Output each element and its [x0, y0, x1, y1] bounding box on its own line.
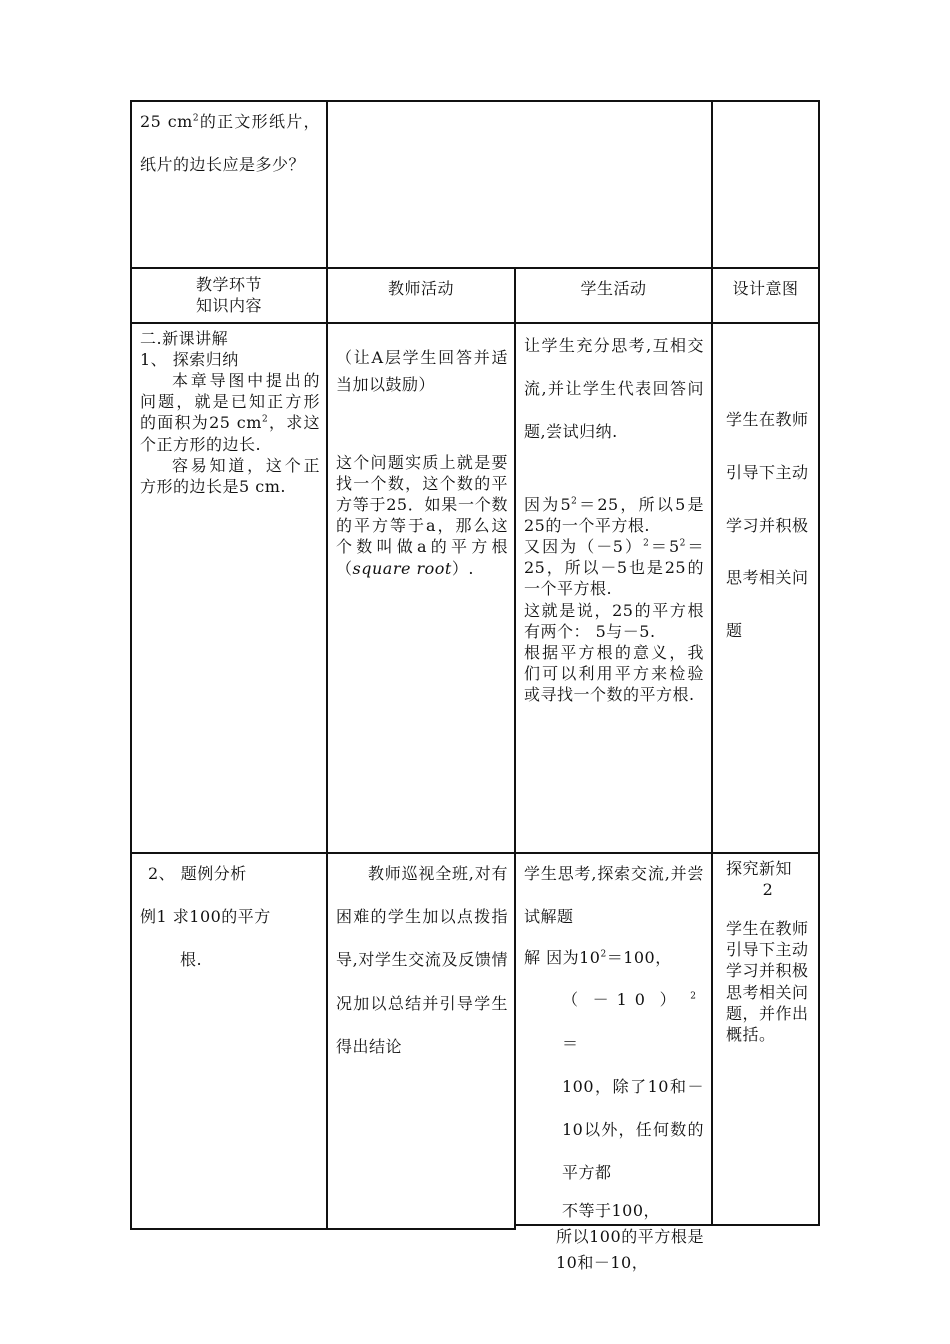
- teacher-note: （让A层学生回答并适当加以鼓励）: [336, 348, 508, 395]
- table-border-right: [818, 100, 820, 1226]
- section1-teacher-definition: 这个问题实质上就是要找一个数，这个数的平方等于25．如果一个数的平方等于a，那么这个数叫做a的平方根（square root）.: [336, 453, 508, 578]
- header-student-activity: 学生活动: [580, 279, 647, 298]
- col-divider: [711, 100, 713, 1226]
- header-section-knowledge: 教学环节 知识内容: [195, 275, 262, 316]
- col-divider: [326, 100, 328, 1230]
- section1-student-prompt: 让学生充分思考,互相交流,并让学生代表回答问题,尝试归纳.: [524, 336, 704, 442]
- section2-title: 2、 题例分析: [148, 864, 247, 883]
- table-border-bottom: [130, 1228, 516, 1230]
- section2-knowledge: [140, 852, 324, 982]
- row-divider: [130, 322, 820, 324]
- lesson-table: [130, 100, 820, 1272]
- section1-teacher-activity: [336, 344, 508, 398]
- top-row-question: 25 $cm^2$的正文形纸片，纸片的边长应是多少？: [140, 112, 320, 175]
- row-divider: [130, 267, 820, 269]
- section2-teacher-activity: 教师巡视全班,对有困难的学生加以点拨指导,对学生交流及反馈情况加以总结并引导学生得出结论: [336, 864, 508, 1056]
- section1-knowledge: [140, 328, 320, 497]
- header-teacher-activity: 教师活动: [387, 279, 454, 298]
- section1-paragraph: 容易知道，这个正方形的边长是5 cm.: [140, 455, 320, 496]
- section1-design-intent: 学生在教师引导下主动学习并积极思考相关问题: [726, 410, 809, 641]
- section1-subtitle: 1、 探索归纳: [140, 350, 239, 370]
- col-divider: [514, 267, 516, 1230]
- section2-design-intent: 探究新知 2 学生在教师引导下主动学习并积极思考相关问题，并作出概括。: [726, 859, 809, 1044]
- example-1-cont: 根.: [180, 950, 203, 970]
- header-design-intent: 设计意图: [732, 279, 799, 298]
- section2-student-activity: 学生思考,探索交流,并尝试解题 解 因为$10^2=100$， $(-10)^2=$ 100，除了10和－10以外，任何数的平方都 不等于100， 所以100的平方根是10和－10，: [524, 864, 704, 1272]
- table-border-left: [130, 100, 132, 1230]
- section1-title: 二.新课讲解: [140, 329, 229, 348]
- section1-student-work: 因为$5^2=25$，所以5是25的一个平方根. 又因为$(-5)^2=5^2=25$，所以－5也是25的一个平方根. 这就是说，25的平方根有两个： 5与－5. 根据平方根的意义，我们可以利用平方来检验或寻找一个数的平方根.: [524, 495, 704, 704]
- section1-paragraph: 本章导图中提出的问题，就是已知正方形的面积为25 $cm^2$，求这个正方形的边长.: [140, 371, 320, 454]
- example-1: 例1 求100的平方: [140, 907, 271, 927]
